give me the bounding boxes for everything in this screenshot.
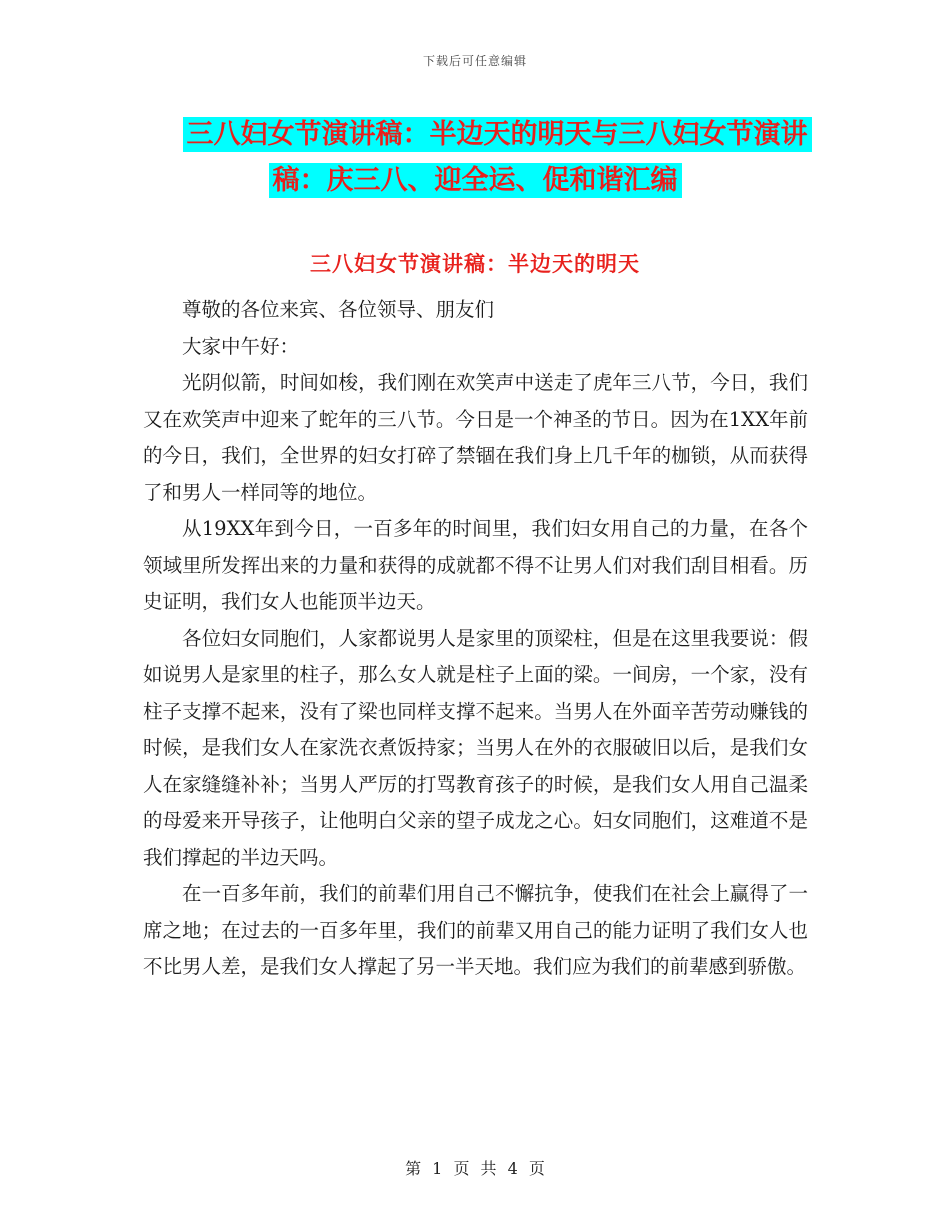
section-title: 三八妇女节演讲稿：半边天的明天 [310,252,640,276]
document-title-line-2 [0,158,950,197]
title-highlight-1: 三八妇女节演讲稿：半边天的明天与三八妇女节演讲 [183,117,812,152]
body-paragraph: 各位妇女同胞们，人家都说男人是家里的顶梁柱，但是在这里我要说：假如说男人是家里的柱子，那么女人就是柱子上面的梁。一间房，一个家，没有柱子支撑不起来，没有了梁也同样支撑不起来。当男人在外面辛苦劳动赚钱的时候，是我们女人在家洗衣煮饭持家；当男人在外的衣服破旧以后，是我们女人在家缝缝补补；当男人严厉的打骂教育孩子的时候，是我们女人用自己温柔的母爱来开导孩子，让他明白父亲的望子成龙之心。妇女同胞们，这难道不是我们撑起的半边天吗。 [143,626,808,869]
body-paragraph: 从19XX年到今日，一百多年的时间里，我们妇女用自己的力量，在各个领域里所发挥出来的力量和获得的成就都不得不让男人们对我们刮目相看。历史证明，我们女人也能顶半边天。 [143,517,808,613]
salutation: 尊敬的各位来宾、各位领导、朋友们 [182,298,495,321]
document-title-line-1 [0,112,950,151]
speech-body [143,292,808,986]
title-highlight-2: 稿：庆三八、迎全运、促和谐汇编 [269,163,682,198]
body-paragraph: 在一百多年前，我们的前辈们用自己不懈抗争，使我们在社会上赢得了一席之地；在过去的一百多年里，我们的前辈又用自己的能力证明了我们女人也不比男人差，是我们女人撑起了另一半天地。我们应为我们的前辈感到骄傲。 [143,882,808,978]
body-paragraph: 光阴似箭，时间如梭，我们刚在欢笑声中送走了虎年三八节，今日，我们又在欢笑声中迎来了蛇年的三八节。今日是一个神圣的节日。因为在1XX年前的今日，我们，全世界的妇女打碎了禁锢在我们身上几千年的枷锁，从而获得了和男人一样同等的地位。 [143,371,808,504]
page-footer: 第 1 页 共 4 页 [405,1159,545,1178]
greeting: 大家中午好： [182,334,300,358]
page-header-note: 下载后可任意编辑 [422,54,527,68]
